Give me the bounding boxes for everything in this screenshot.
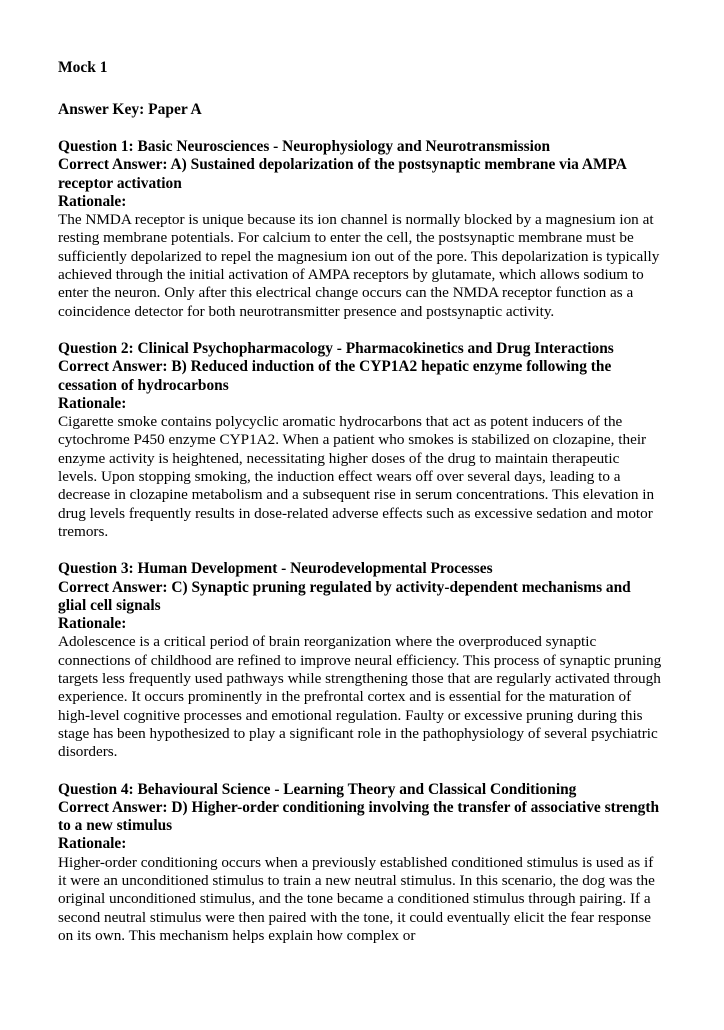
question-4 xyxy=(58,781,662,946)
question-heading: Question 4: Behavioural Science - Learning Theory and Classical Conditioning xyxy=(58,780,577,798)
question-3 xyxy=(58,560,662,761)
rationale-text: Adolescence is a critical period of brain reorganization where the overproduced synaptic connections of childhood are refined to improve neural efficiency. This process of synaptic pruning targets less frequently used pathways while strengthening those that are regularly activated through experience. It occurs prominently in the prefrontal cortex and is essential for the maturation of high-level cognitive processes and emotional regulation. Faulty or excessive pruning during this stage has been hypothesized to play a significant role in the pathophysiology of several psychiatric disorders. xyxy=(58,633,662,761)
rationale-text: The NMDA receptor is unique because its ion channel is normally blocked by a magnesium ion at resting membrane potentials. For calcium to enter the cell, the postsynaptic membrane must be sufficiently depolarized to repel the magnesium ion out of the pore. This depolarization is typically achieved through the initial activation of AMPA receptors by glutamate, which allows sodium to enter the neuron. Only after this electrical change occurs can the NMDA receptor function as a coincidence detector for both neurotransmitter presence and postsynaptic activity. xyxy=(58,211,660,320)
document-subtitle: Answer Key: Paper A xyxy=(58,101,202,118)
correct-answer: Correct Answer: C) Synaptic pruning regulated by activity-dependent mechanisms and glial cell signals xyxy=(58,578,631,614)
rationale-label: Rationale: xyxy=(58,615,127,633)
question-heading: Question 1: Basic Neurosciences - Neurophysiology and Neurotransmission xyxy=(58,138,551,155)
question-heading: Question 3: Human Development - Neurodevelopmental Processes xyxy=(58,560,493,578)
rationale-label: Rationale: xyxy=(58,394,127,412)
correct-answer: Correct Answer: B) Reduced induction of the CYP1A2 hepatic enzyme following the cessation of hydrocarbons xyxy=(58,358,612,394)
rationale-text: Cigarette smoke contains polycyclic aromatic hydrocarbons that act as potent inducers of the cytochrome P450 enzyme CYP1A2. When a patient who smokes is stabilized on clozapine, their enzyme activity is heightened, necessitating higher doses of the drug to maintain therapeutic levels. Upon stopping smoking, the induction effect wears off over several days, leading to a decrease in clozapine metabolism and a subsequent rise in serum concentrations. This elevation in drug levels frequently results in dose-related adverse effects such as excessive sedation and motor tremors. xyxy=(58,413,655,540)
correct-answer: Correct Answer: A) Sustained depolarization of the postsynaptic membrane via AMPA receptor activation xyxy=(58,156,626,192)
rationale-text: Higher-order conditioning occurs when a previously established conditioned stimulus is used as if it were an unconditioned stimulus to train a new neutral stimulus. In this scenario, the dog was the original unconditioned stimulus, and the tone became a conditioned stimulus through pairing. If a second neutral stimulus were then paired with the tone, it could eventually elicit the fear response on its own. This mechanism helps explain how complex or xyxy=(58,853,655,944)
rationale-label: Rationale: xyxy=(58,835,127,853)
rationale-label: Rationale: xyxy=(58,192,127,210)
question-1 xyxy=(58,138,662,321)
question-heading: Question 2: Clinical Psychopharmacology - Pharmacokinetics and Drug Interactions xyxy=(58,339,614,357)
correct-answer: Correct Answer: D) Higher-order conditioning involving the transfer of associative strength to a new stimulus xyxy=(58,798,660,835)
question-2 xyxy=(58,340,662,541)
document-page xyxy=(58,58,662,945)
document-title: Mock 1 xyxy=(58,59,108,76)
